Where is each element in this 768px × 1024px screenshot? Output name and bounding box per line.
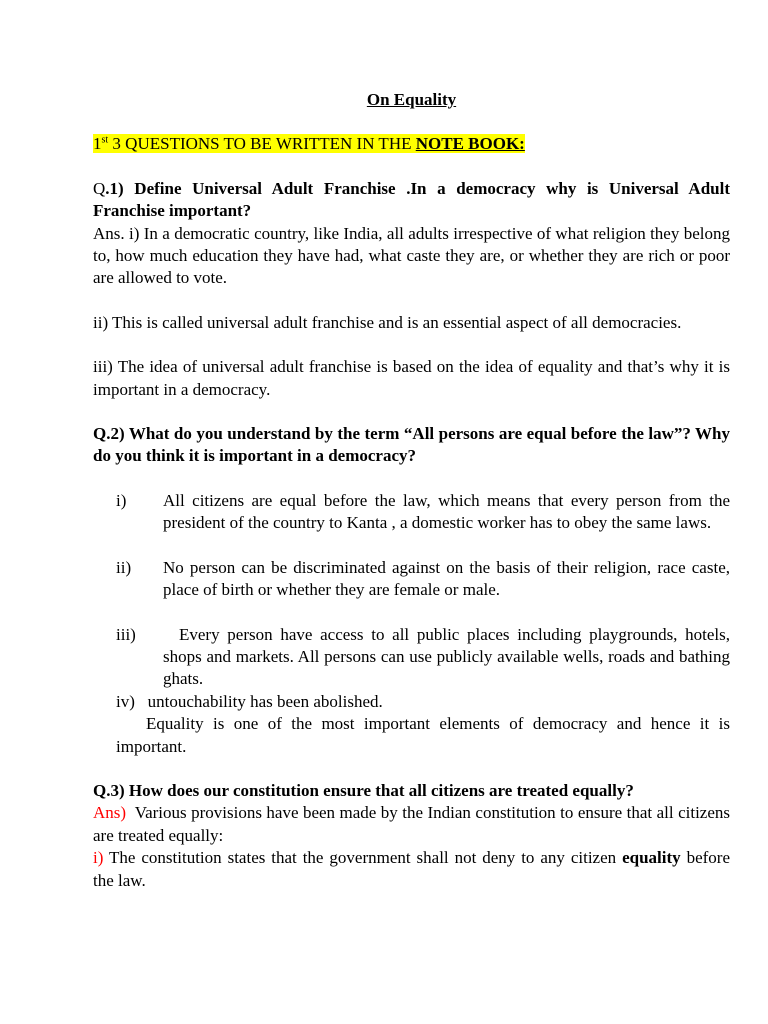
q2-item-num: ii) <box>116 557 132 577</box>
notice-bold: NOTE BOOK: <box>415 134 525 154</box>
q2-conclusion: Equality is one of the most important elements of democracy and hence it is important. <box>116 714 730 756</box>
q3-answer-label: Ans) <box>93 803 127 823</box>
q2-item-text: Every person have access to all public places including playgrounds, hotels, shops and markets. All persons can use publicly available wells, roads and bathing ghats. <box>163 624 730 689</box>
notice-line <box>93 133 730 155</box>
q3-question <box>93 780 730 802</box>
q3-point-text: The constitution states that the government shall not deny to any citizen <box>103 848 623 868</box>
q2-item-num: i) <box>116 490 127 510</box>
notice-sup: st <box>101 134 109 146</box>
q3-point-i <box>93 847 730 892</box>
q1-answer-ii: ii) This is called universal adult franchise and is an essential aspect of all democracies. <box>93 312 682 332</box>
q2-question-text: Q.2) What do you understand by the term “All persons are equal before the law”? Why do you think it is important in a democracy? <box>93 424 730 466</box>
q2-question <box>93 423 730 468</box>
q1-prefix: Q <box>93 178 106 198</box>
q1-question-text: .1) Define Universal Adult Franchise .In a democracy why is Universal Adult Franchise important? <box>93 178 730 221</box>
page-title: On Equality <box>366 90 457 109</box>
q2-item-num: iii) <box>116 624 136 644</box>
q1-question <box>93 178 730 223</box>
q2-item-text: All citizens are equal before the law, which means that every person from the president of the country to Kanta , a domestic worker has to obey the same laws. <box>163 490 730 533</box>
q3-point-bold: equality <box>622 848 681 868</box>
q2-item <box>93 490 730 535</box>
q3-question-text: Q.3) How does our constitution ensure that all citizens are treated equally? <box>93 780 634 800</box>
q2-item-text: No person can be discriminated against on the basis of their religion, race caste, place of birth or whether they are female or male. <box>163 557 730 600</box>
q2-item-iv: iv) untouchability has been abolished. <box>116 691 383 711</box>
notice-text: 3 QUESTIONS TO BE WRITTEN IN THE <box>108 134 416 154</box>
q2-item <box>93 624 730 691</box>
q3-point-label: i) <box>93 848 104 868</box>
notice-highlight <box>93 134 525 153</box>
notice-prefix: 1 <box>93 134 102 154</box>
q3-answer <box>93 802 735 847</box>
q1-answer-iii: iii) The idea of universal adult franchise is based on the idea of equality and that’s why it is important in a democracy. <box>93 357 730 399</box>
q1-answer-i: Ans. i) In a democratic country, like India, all adults irrespective of what religion they belong to, how much education they have had, what caste they are, or whether they are rich or poor are allowed to vote. <box>93 223 730 288</box>
q3-answer-text: Various provisions have been made by the Indian constitution to ensure that all citizens are treated equally: <box>93 803 735 845</box>
q2-item <box>93 557 730 602</box>
q3-point-tail: before the law. <box>93 848 731 890</box>
document-page <box>93 89 735 892</box>
